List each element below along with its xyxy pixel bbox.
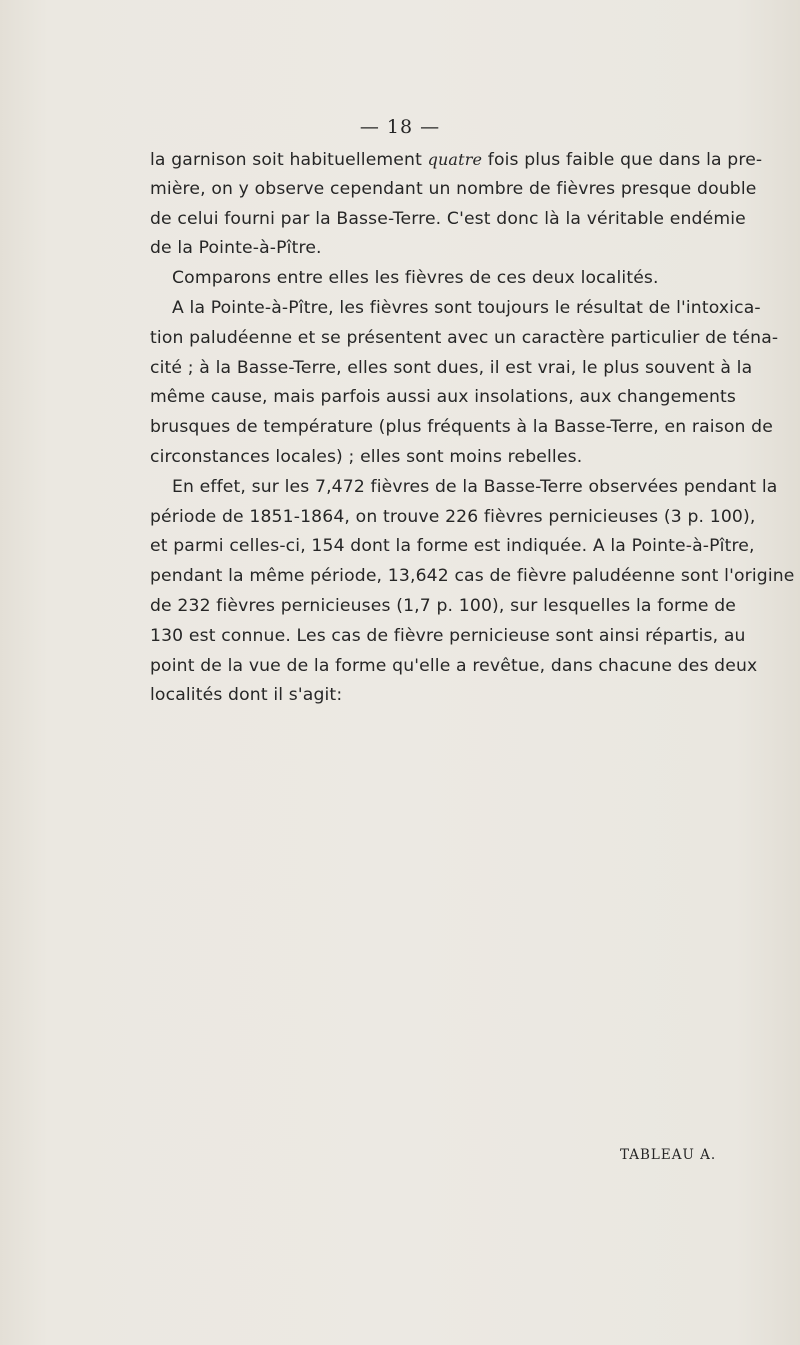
text-segment: En effet, sur les 7,472 fièvres de la Basse-Terre observées pendant la (172, 476, 778, 497)
text-line (150, 443, 736, 473)
text-segment: de 232 fièvres pernicieuses (1,7 p. 100), sur lesquelles la forme de (150, 595, 736, 616)
text-line (150, 383, 736, 413)
text-segment: tion paludéenne et se présentent avec un caractère particulier de téna- (150, 327, 779, 348)
page-number: — 18 — (359, 116, 441, 138)
text-segment: Comparons entre elles les fièvres de ces deux localités. (172, 268, 659, 289)
text-line (150, 294, 761, 324)
text-segment: 130 est connue. Les cas de fièvre pernicieuse sont ainsi répartis, au (150, 625, 746, 646)
text-segment: la garnison soit habituellement (150, 150, 428, 170)
text-line (150, 652, 758, 682)
text-line (150, 175, 757, 205)
text-segment: pendant la même période, 13,642 cas de fièvre paludéenne sont l'origine (150, 566, 795, 587)
text-segment: circonstances locales) ; elles sont moins rebelles. (150, 446, 583, 467)
text-segment: même cause, mais parfois aussi aux insolations, aux changements (150, 387, 736, 408)
text-segment: mière, on y observe cependant un nombre de fièvres presque double (150, 178, 757, 199)
text-line (150, 681, 736, 711)
text-line (150, 532, 755, 562)
text-segment: période de 1851-1864, on trouve 226 fièvres pernicieuses (3 p. 100), (150, 506, 756, 527)
text-segment: A la Pointe-à-Pître, les fièvres sont toujours le résultat de l'intoxica- (172, 297, 761, 318)
text-line (150, 562, 795, 592)
body-paragraphs (150, 145, 795, 711)
table-reference: TABLEAU A. (620, 1147, 717, 1163)
text-line (150, 473, 778, 503)
text-line (150, 234, 736, 264)
text-line (150, 503, 756, 533)
text-line (150, 354, 753, 384)
text-line (150, 145, 763, 175)
text-segment: de la Pointe-à-Pître. (150, 238, 322, 259)
text-line (150, 264, 736, 294)
text-segment: point de la vue de la forme qu'elle a revêtue, dans chacune des deux (150, 655, 758, 676)
text-segment: fois plus faible que dans la pre- (482, 150, 763, 170)
text-segment: de celui fourni par la Basse-Terre. C'est donc là la véritable endémie (150, 208, 746, 229)
text-segment: et parmi celles-ci, 154 dont la forme est indiquée. A la Pointe-à-Pître, (150, 536, 755, 557)
text-segment: brusques de température (plus fréquents à la Basse-Terre, en raison de (150, 417, 773, 438)
text-line (150, 622, 746, 652)
italic-word: quatre (427, 150, 483, 169)
text-line (150, 592, 736, 622)
text-segment: localités dont il s'agit: (150, 685, 343, 706)
show-through-texture (150, 655, 736, 1135)
text-line (150, 413, 773, 443)
text-line (150, 324, 779, 354)
text-segment: cité ; à la Basse-Terre, elles sont dues, il est vrai, le plus souvent à la (150, 357, 753, 378)
text-line (150, 205, 746, 235)
